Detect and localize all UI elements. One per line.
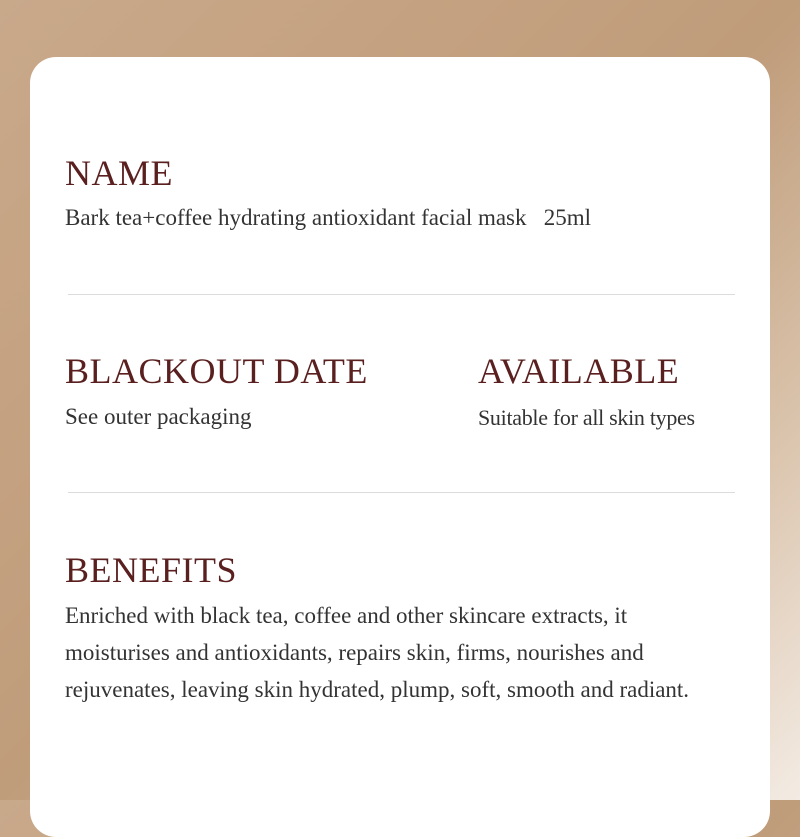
divider-2 <box>68 492 735 493</box>
product-name: Bark tea+coffee hydrating antioxidant facial mask 25ml <box>65 205 592 230</box>
benefits-line: rejuvenates, leaving skin hydrated, plump, soft, smooth and radiant. <box>65 677 690 702</box>
available-value: Suitable for all skin types <box>478 405 695 430</box>
available-heading: AVAILABLE <box>478 351 680 391</box>
benefits-line: Enriched with black tea, coffee and other skincare extracts, it <box>65 603 628 628</box>
name-heading: NAME <box>65 153 173 193</box>
benefits-line: moisturises and antioxidants, repairs skin, firms, nourishes and <box>65 640 644 665</box>
info-card <box>30 57 770 837</box>
benefits-paragraph <box>65 597 689 708</box>
blackout-date-heading: BLACKOUT DATE <box>65 351 368 391</box>
divider-1 <box>68 294 735 295</box>
benefits-heading: BENEFITS <box>65 550 238 590</box>
blackout-date-value: See outer packaging <box>65 404 252 429</box>
